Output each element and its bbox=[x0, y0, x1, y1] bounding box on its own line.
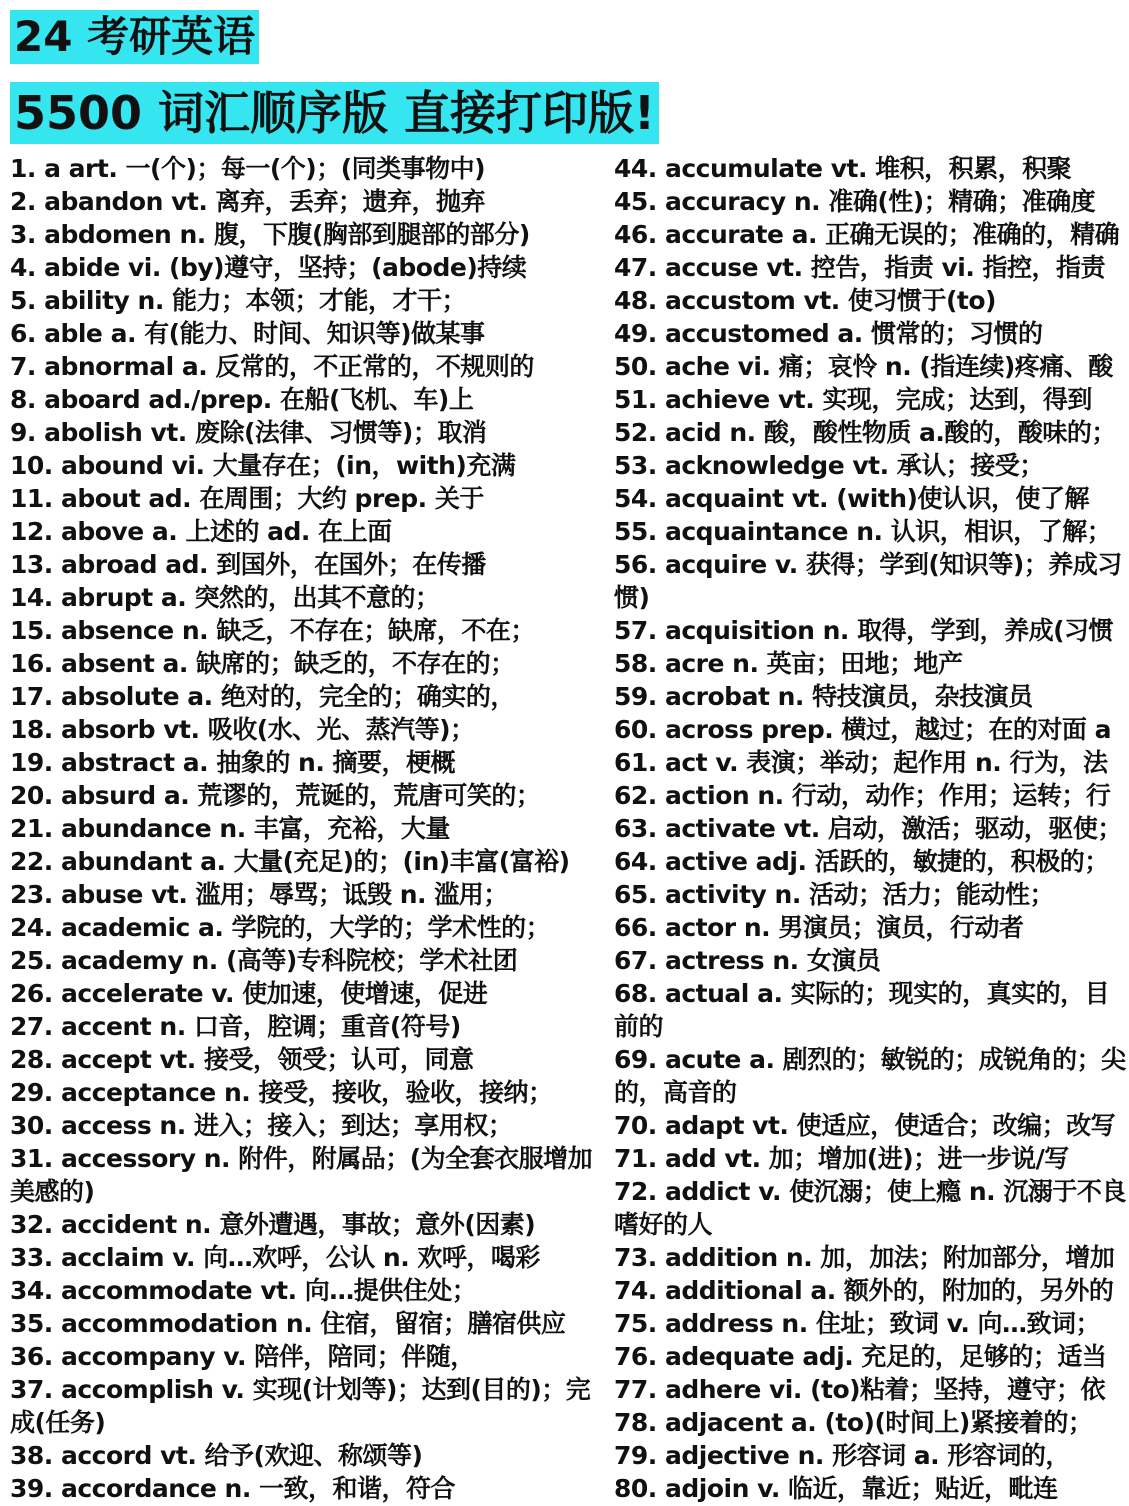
vocab-entry: 19. abstract a. 抽象的 n. 摘要，梗概 bbox=[10, 748, 456, 777]
vocab-entry: 62. action n. 行动，动作；作用；运转；行 bbox=[614, 781, 1111, 810]
vocab-entry: 20. absurd a. 荒谬的，荒诞的，荒唐可笑的； bbox=[10, 781, 541, 810]
vocab-entry: 61. act v. 表演；举动；起作用 n. 行为，法 bbox=[614, 748, 1108, 777]
vocab-entry: 65. activity n. 活动；活力；能动性； bbox=[614, 880, 1055, 909]
vocab-entry: 67. actress n. 女演员 bbox=[614, 946, 881, 975]
vocab-entry: 80. adjoin v. 临近，靠近；贴近，毗连 bbox=[614, 1474, 1058, 1503]
vocab-entry: 32. accident n. 意外遭遇，事故；意外(因素) bbox=[10, 1210, 536, 1239]
vocab-entry: 48. accustom vt. 使习惯于(to) bbox=[614, 286, 996, 315]
vocab-entry: 64. active adj. 活跃的，敏捷的，积极的； bbox=[614, 847, 1109, 876]
vocab-entry: 59. acrobat n. 特技演员，杂技演员 bbox=[614, 682, 1033, 711]
vocab-entry: 33. acclaim v. 向…欢呼，公认 n. 欢呼，喝彩 bbox=[10, 1243, 540, 1272]
vocab-entry: 47. accuse vt. 控告，指责 vi. 指控，指责 bbox=[614, 253, 1106, 282]
vocab-entry: 29. acceptance n. 接受，接收，验收，接纳； bbox=[10, 1078, 553, 1107]
vocab-entry: 2. abandon vt. 离弃，丢弃；遗弃，抛弃 bbox=[10, 187, 486, 216]
vocab-entry: 13. abroad ad. 到国外，在国外；在传播 bbox=[10, 550, 486, 579]
vocab-entry: 72. addict v. 使沉溺；使上瘾 n. 沉溺于不良嗜好的人 bbox=[614, 1177, 1126, 1239]
vocab-entry: 8. aboard ad./prep. 在船(飞机、车)上 bbox=[10, 385, 474, 414]
vocab-entry: 18. absorb vt. 吸收(水、光、蒸汽等)； bbox=[10, 715, 475, 744]
vocab-entry: 15. absence n. 缺乏，不存在；缺席，不在； bbox=[10, 616, 535, 645]
vocab-entry: 36. accompany v. 陪伴，陪同；伴随， bbox=[10, 1342, 475, 1371]
vocab-entry: 71. add vt. 加；增加(进)；进一步说/写 bbox=[614, 1144, 1069, 1173]
vocab-entry: 75. address n. 住址；致词 v. 向…致词； bbox=[614, 1309, 1101, 1338]
vocab-entry: 63. activate vt. 启动，激活；驱动，驱使； bbox=[614, 814, 1122, 843]
vocab-entry: 31. accessory n. 附件，附属品；(为全套衣服增加美感的) bbox=[10, 1144, 593, 1206]
vocab-column-right bbox=[614, 152, 1129, 1505]
vocab-entry: 4. abide vi. (by)遵守，坚持；(abode)持续 bbox=[10, 253, 527, 282]
vocab-entry: 28. accept vt. 接受，领受；认可，同意 bbox=[10, 1045, 474, 1074]
vocab-entry: 56. acquire v. 获得；学到(知识等)；养成习惯) bbox=[614, 550, 1122, 612]
vocab-entry: 58. acre n. 英亩；田地；地产 bbox=[614, 649, 963, 678]
vocab-entry: 11. about ad. 在周围；大约 prep. 关于 bbox=[10, 484, 484, 513]
page-title: 24 考研英语 bbox=[10, 10, 259, 64]
vocab-entry: 78. adjacent a. (to)(时间上)紧接着的； bbox=[614, 1408, 1093, 1437]
vocab-entry: 12. above a. 上述的 ad. 在上面 bbox=[10, 517, 392, 546]
vocab-entry: 23. abuse vt. 滥用；辱骂；诋毁 n. 滥用； bbox=[10, 880, 508, 909]
vocab-entry: 49. accustomed a. 惯常的；习惯的 bbox=[614, 319, 1043, 348]
vocab-entry: 54. acquaint vt. (with)使认识，使了解 bbox=[614, 484, 1089, 513]
vocab-entry: 34. accommodate vt. 向…提供住处； bbox=[10, 1276, 477, 1305]
vocab-entry: 69. acute a. 剧烈的；敏锐的；成锐角的；尖的，高音的 bbox=[614, 1045, 1126, 1107]
vocab-entry: 25. academy n. (高等)专科院校；学术社团 bbox=[10, 946, 518, 975]
vocab-entry: 3. abdomen n. 腹，下腹(胸部到腿部的部分) bbox=[10, 220, 530, 249]
vocab-entry: 22. abundant a. 大量(充足)的；(in)丰富(富裕) bbox=[10, 847, 570, 876]
vocab-entry: 74. additional a. 额外的，附加的，另外的 bbox=[614, 1276, 1114, 1305]
vocab-entry: 60. across prep. 横过，越过；在的对面 a bbox=[614, 715, 1111, 744]
vocab-entry: 46. accurate a. 正确无误的；准确的，精确 bbox=[614, 220, 1120, 249]
vocab-entry: 70. adapt vt. 使适应，使适合；改编；改写 bbox=[614, 1111, 1116, 1140]
vocab-entry: 38. accord vt. 给予(欢迎、称颂等) bbox=[10, 1441, 423, 1470]
vocab-entry: 9. abolish vt. 废除(法律、习惯等)；取消 bbox=[10, 418, 487, 447]
vocab-entry: 30. access n. 进入；接入；到达；享用权； bbox=[10, 1111, 513, 1140]
vocab-entry: 76. adequate adj. 充足的，足够的；适当 bbox=[614, 1342, 1107, 1371]
vocab-entry: 39. accordance n. 一致，和谐，符合 bbox=[10, 1474, 456, 1503]
vocab-entry: 16. absent a. 缺席的；缺乏的，不存在的； bbox=[10, 649, 515, 678]
vocab-entry: 77. adhere vi. (to)粘着；坚持，遵守；依 bbox=[614, 1375, 1106, 1404]
vocab-entry: 44. accumulate vt. 堆积，积累，积聚 bbox=[614, 154, 1072, 183]
vocab-column-left bbox=[10, 152, 602, 1505]
vocab-entry: 14. abrupt a. 突然的，出其不意的； bbox=[10, 583, 440, 612]
vocab-entry: 26. accelerate v. 使加速，使增速，促进 bbox=[10, 979, 488, 1008]
vocab-entry: 52. acid n. 酸，酸性物质 a.酸的，酸味的； bbox=[614, 418, 1116, 447]
vocab-entry: 35. accommodation n. 住宿，留宿；膳宿供应 bbox=[10, 1309, 566, 1338]
vocab-entry: 45. accuracy n. 准确(性)；精确；准确度 bbox=[614, 187, 1096, 216]
vocab-entry: 73. addition n. 加，加法；附加部分，增加 bbox=[614, 1243, 1115, 1272]
vocab-entry: 55. acquaintance n. 认识，相识，了解； bbox=[614, 517, 1112, 546]
vocab-entry: 17. absolute a. 绝对的，完全的；确实的， bbox=[10, 682, 515, 711]
vocab-entry: 21. abundance n. 丰富，充裕，大量 bbox=[10, 814, 450, 843]
vocab-entry: 1. a art. 一(个)；每一(个)；(同类事物中) bbox=[10, 154, 486, 183]
vocab-entry: 10. abound vi. 大量存在；(in，with)充满 bbox=[10, 451, 516, 480]
vocab-entry: 68. actual a. 实际的；现实的，真实的，目前的 bbox=[614, 979, 1110, 1041]
vocab-entry: 37. accomplish v. 实现(计划等)；达到(目的)；完成(任务) bbox=[10, 1375, 591, 1437]
vocab-entry: 6. able a. 有(能力、时间、知识等)做某事 bbox=[10, 319, 485, 348]
page-subtitle: 5500 词汇顺序版 直接打印版! bbox=[10, 82, 659, 144]
vocab-entry: 5. ability n. 能力；本领；才能，才干； bbox=[10, 286, 467, 315]
vocab-entry: 27. accent n. 口音，腔调；重音(符号) bbox=[10, 1012, 461, 1041]
vocab-entry: 7. abnormal a. 反常的，不正常的，不规则的 bbox=[10, 352, 534, 381]
vocab-entry: 53. acknowledge vt. 承认；接受； bbox=[614, 451, 1044, 480]
vocab-entry: 57. acquisition n. 取得，学到，养成(习惯 bbox=[614, 616, 1114, 645]
vocab-entry: 51. achieve vt. 实现，完成；达到，得到 bbox=[614, 385, 1092, 414]
vocab-entry: 24. academic a. 学院的，大学的；学术性的； bbox=[10, 913, 551, 942]
vocab-entry: 66. actor n. 男演员；演员，行动者 bbox=[614, 913, 1024, 942]
vocab-entry: 79. adjective n. 形容词 a. 形容词的， bbox=[614, 1441, 1070, 1470]
vocab-entry: 50. ache vi. 痛；哀怜 n. (指连续)疼痛、酸 bbox=[614, 352, 1113, 381]
